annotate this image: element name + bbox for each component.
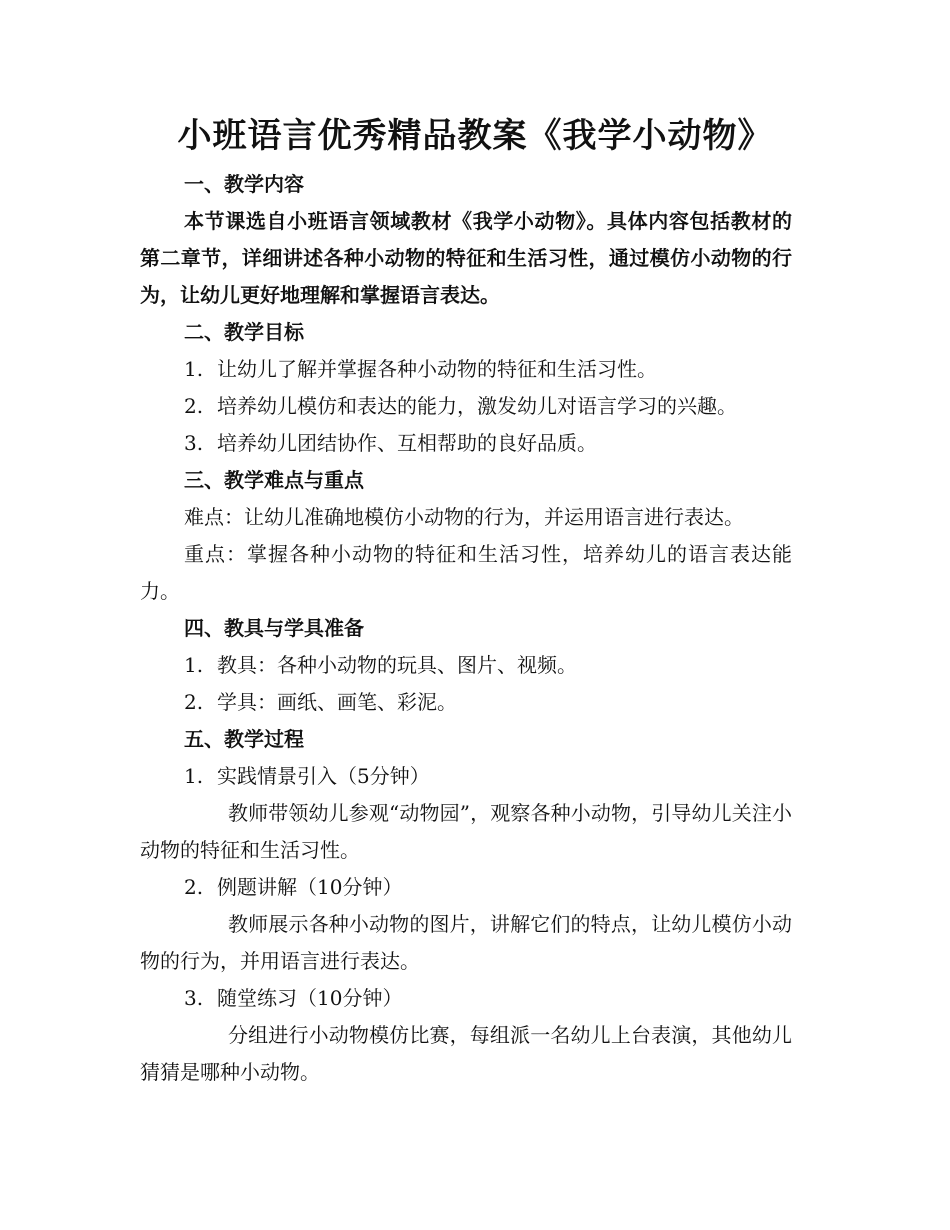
goal-item bbox=[140, 425, 792, 462]
step-description: 教师带领幼儿参观“动物园”，观察各种小动物，引导幼儿关注小动物的特征和生活习性。 bbox=[140, 801, 792, 862]
step-description: 分组进行小动物模仿比赛，每组派一名幼儿上台表演，其他幼儿猜猜是哪种小动物。 bbox=[140, 1023, 792, 1084]
section-heading-goals: 二、教学目标 bbox=[184, 320, 304, 344]
step-number: 2. bbox=[184, 875, 204, 899]
material-item bbox=[140, 684, 792, 721]
goal-text: 培养幼儿团结协作、互相帮助的良好品质。 bbox=[217, 431, 597, 455]
section-content-paragraph: 本节课选自小班语言领域教材《我学小动物》。具体内容包括教材的第二章节，详细讲述各种小动物的特征和生活习性，通过模仿小动物的行为，让幼儿更好地理解和掌握语言表达。 bbox=[140, 209, 792, 307]
goal-number: 1. bbox=[184, 357, 204, 381]
goal-number: 2. bbox=[184, 394, 204, 418]
material-text: 学具：画纸、画笔、彩泥。 bbox=[217, 690, 457, 714]
goal-item bbox=[140, 388, 792, 425]
difficulty-paragraph: 难点：让幼儿准确地模仿小动物的行为，并运用语言进行表达。 bbox=[184, 505, 744, 529]
goal-number: 3. bbox=[184, 431, 204, 455]
material-text: 教具：各种小动物的玩具、图片、视频。 bbox=[217, 653, 577, 677]
step-number: 3. bbox=[184, 986, 204, 1010]
section-heading-difficulty: 三、教学难点与重点 bbox=[184, 468, 364, 492]
section-heading-process: 五、教学过程 bbox=[184, 727, 304, 751]
step-description: 教师展示各种小动物的图片，讲解它们的特点，让幼儿模仿小动物的行为，并用语言进行表达。 bbox=[140, 912, 792, 973]
material-item bbox=[140, 647, 792, 684]
document-title: 小班语言优秀精品教案《我学小动物》 bbox=[177, 116, 773, 156]
key-point-paragraph: 重点：掌握各种小动物的特征和生活习性，培养幼儿的语言表达能力。 bbox=[140, 542, 792, 603]
step-title-text: 例题讲解（10分钟） bbox=[217, 875, 403, 899]
goal-text: 培养幼儿模仿和表达的能力，激发幼儿对语言学习的兴趣。 bbox=[217, 394, 737, 418]
step-title bbox=[140, 869, 792, 906]
step-title bbox=[140, 758, 792, 795]
step-number: 1. bbox=[184, 764, 204, 788]
step-title-text: 实践情景引入（5分钟） bbox=[217, 764, 430, 788]
material-number: 1. bbox=[184, 653, 204, 677]
section-heading-content: 一、教学内容 bbox=[184, 172, 304, 196]
material-number: 2. bbox=[184, 690, 204, 714]
goal-text: 让幼儿了解并掌握各种小动物的特征和生活习性。 bbox=[217, 357, 657, 381]
goal-item bbox=[140, 351, 792, 388]
step-title-text: 随堂练习（10分钟） bbox=[217, 986, 403, 1010]
document-body bbox=[140, 166, 792, 1091]
section-heading-materials: 四、教具与学具准备 bbox=[184, 616, 364, 640]
step-title bbox=[140, 980, 792, 1017]
